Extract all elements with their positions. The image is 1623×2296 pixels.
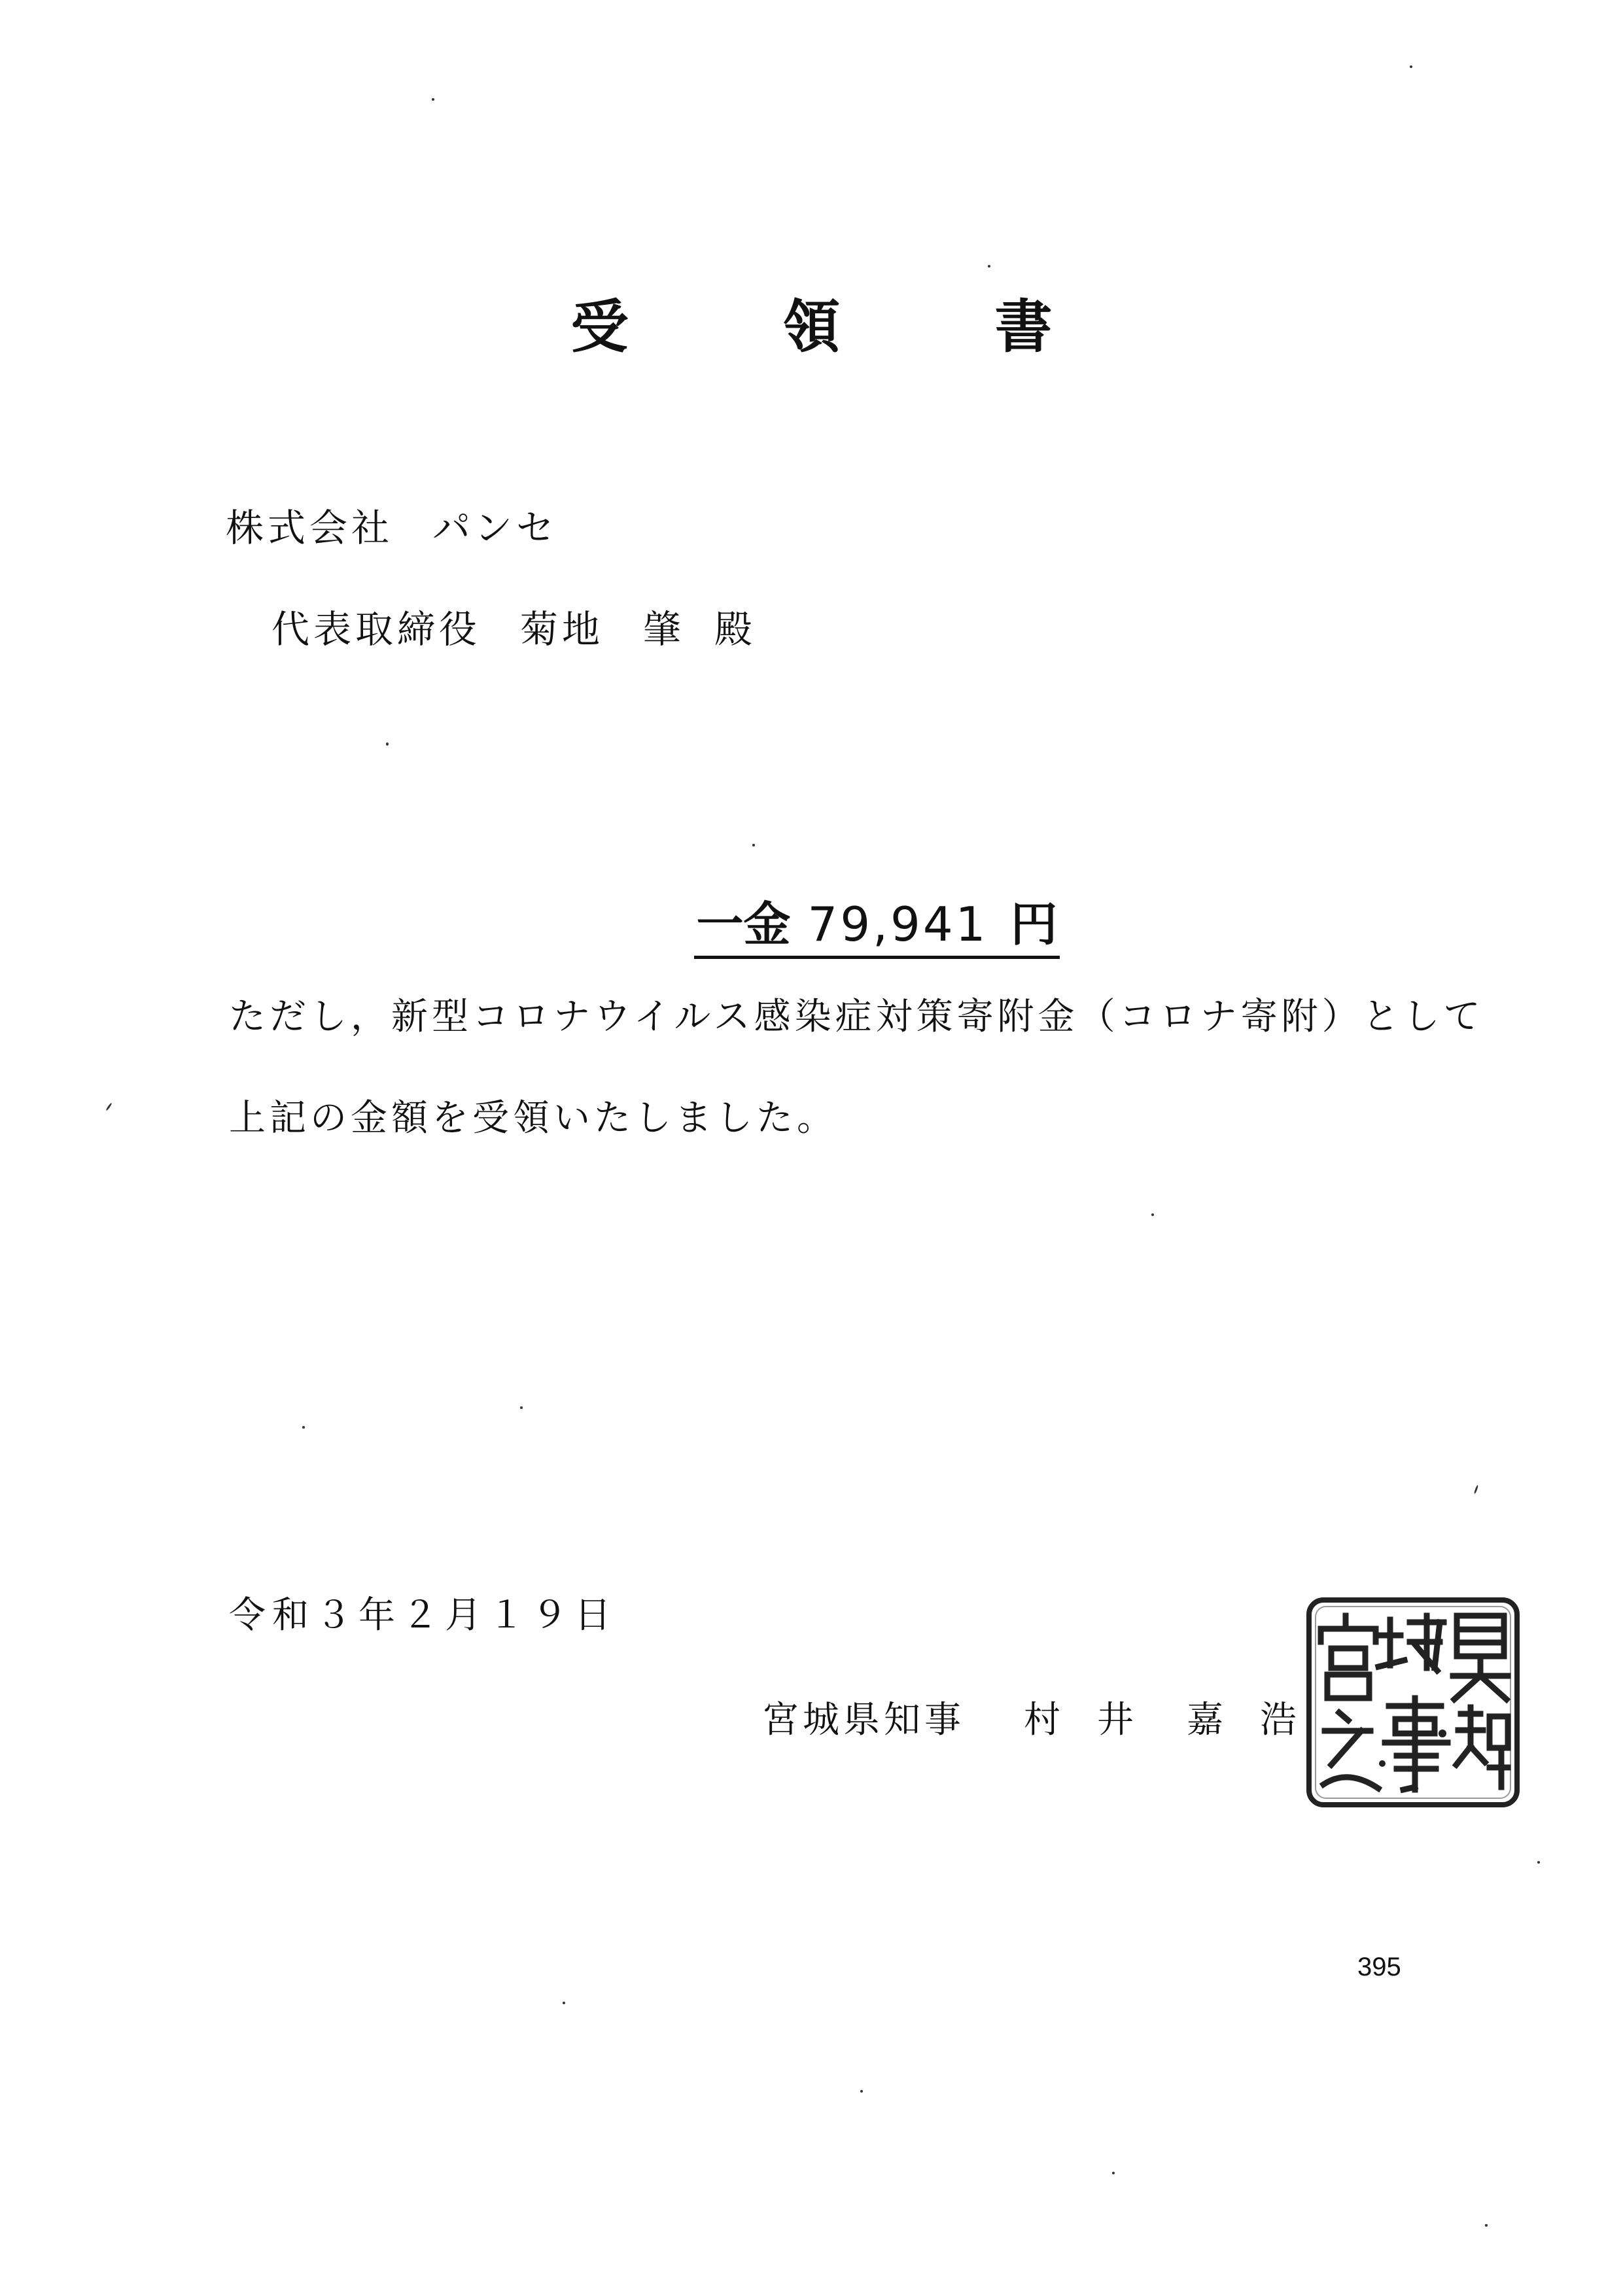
scan-speck [1410, 65, 1412, 68]
recipient-company [226, 497, 558, 552]
issue-date: 令和３年２月１９日 [229, 1594, 618, 1637]
title-char-2: 領 [782, 292, 841, 360]
amount-prefix: 一金 [696, 896, 791, 952]
scan-speck [1537, 1861, 1540, 1864]
scan-speck [1112, 2172, 1115, 2174]
recipient-family-name: 菊地 [520, 607, 604, 652]
official-seal-stamp [1305, 1596, 1521, 1809]
scan-speck [1485, 2224, 1488, 2227]
company-name: パンセ [432, 506, 559, 550]
recipient-person [271, 599, 756, 653]
amount-unit: 円 [1010, 896, 1058, 952]
body-text-line-1: ただし，新型コロナウイルス感染症対策寄附金（コロナ寄附）として [229, 996, 1484, 1038]
amount-line [0, 886, 1623, 959]
title-char-3: 書 [994, 292, 1053, 360]
body-text-line-2: 上記の金額を受領いたしました。 [229, 1097, 837, 1139]
amount-value: 79,941 [807, 897, 988, 952]
company-type: 株式会社 [226, 506, 394, 550]
scan-speck [988, 265, 990, 268]
scan-speck [752, 844, 755, 846]
scan-speck [520, 1406, 523, 1409]
scan-speck [1151, 1213, 1154, 1216]
issuer-line [762, 1691, 1300, 1743]
issuer-family-2: 井 [1097, 1699, 1138, 1741]
recipient-given-name: 肇 [643, 607, 686, 652]
recipient-position: 代表取締役 [271, 607, 481, 652]
recipient-honorific: 殿 [714, 607, 757, 652]
scan-speck [302, 1426, 305, 1429]
scan-speck [1474, 1485, 1479, 1494]
page-number: 395 [1357, 1953, 1401, 1981]
issuer-family-1: 村 [1024, 1699, 1064, 1741]
scan-speck [860, 2090, 863, 2093]
title-char-1: 受 [570, 292, 629, 360]
issuer-given-2: 浩 [1260, 1699, 1300, 1741]
amount-underlined [694, 886, 1060, 959]
scan-speck [563, 2002, 565, 2004]
issuer-title: 宮城県知事 [762, 1699, 965, 1741]
scan-speck [105, 1102, 112, 1111]
document-title [0, 281, 1623, 364]
issuer-given-1: 嘉 [1187, 1699, 1227, 1741]
scan-speck [386, 742, 389, 746]
scan-speck [432, 98, 434, 101]
